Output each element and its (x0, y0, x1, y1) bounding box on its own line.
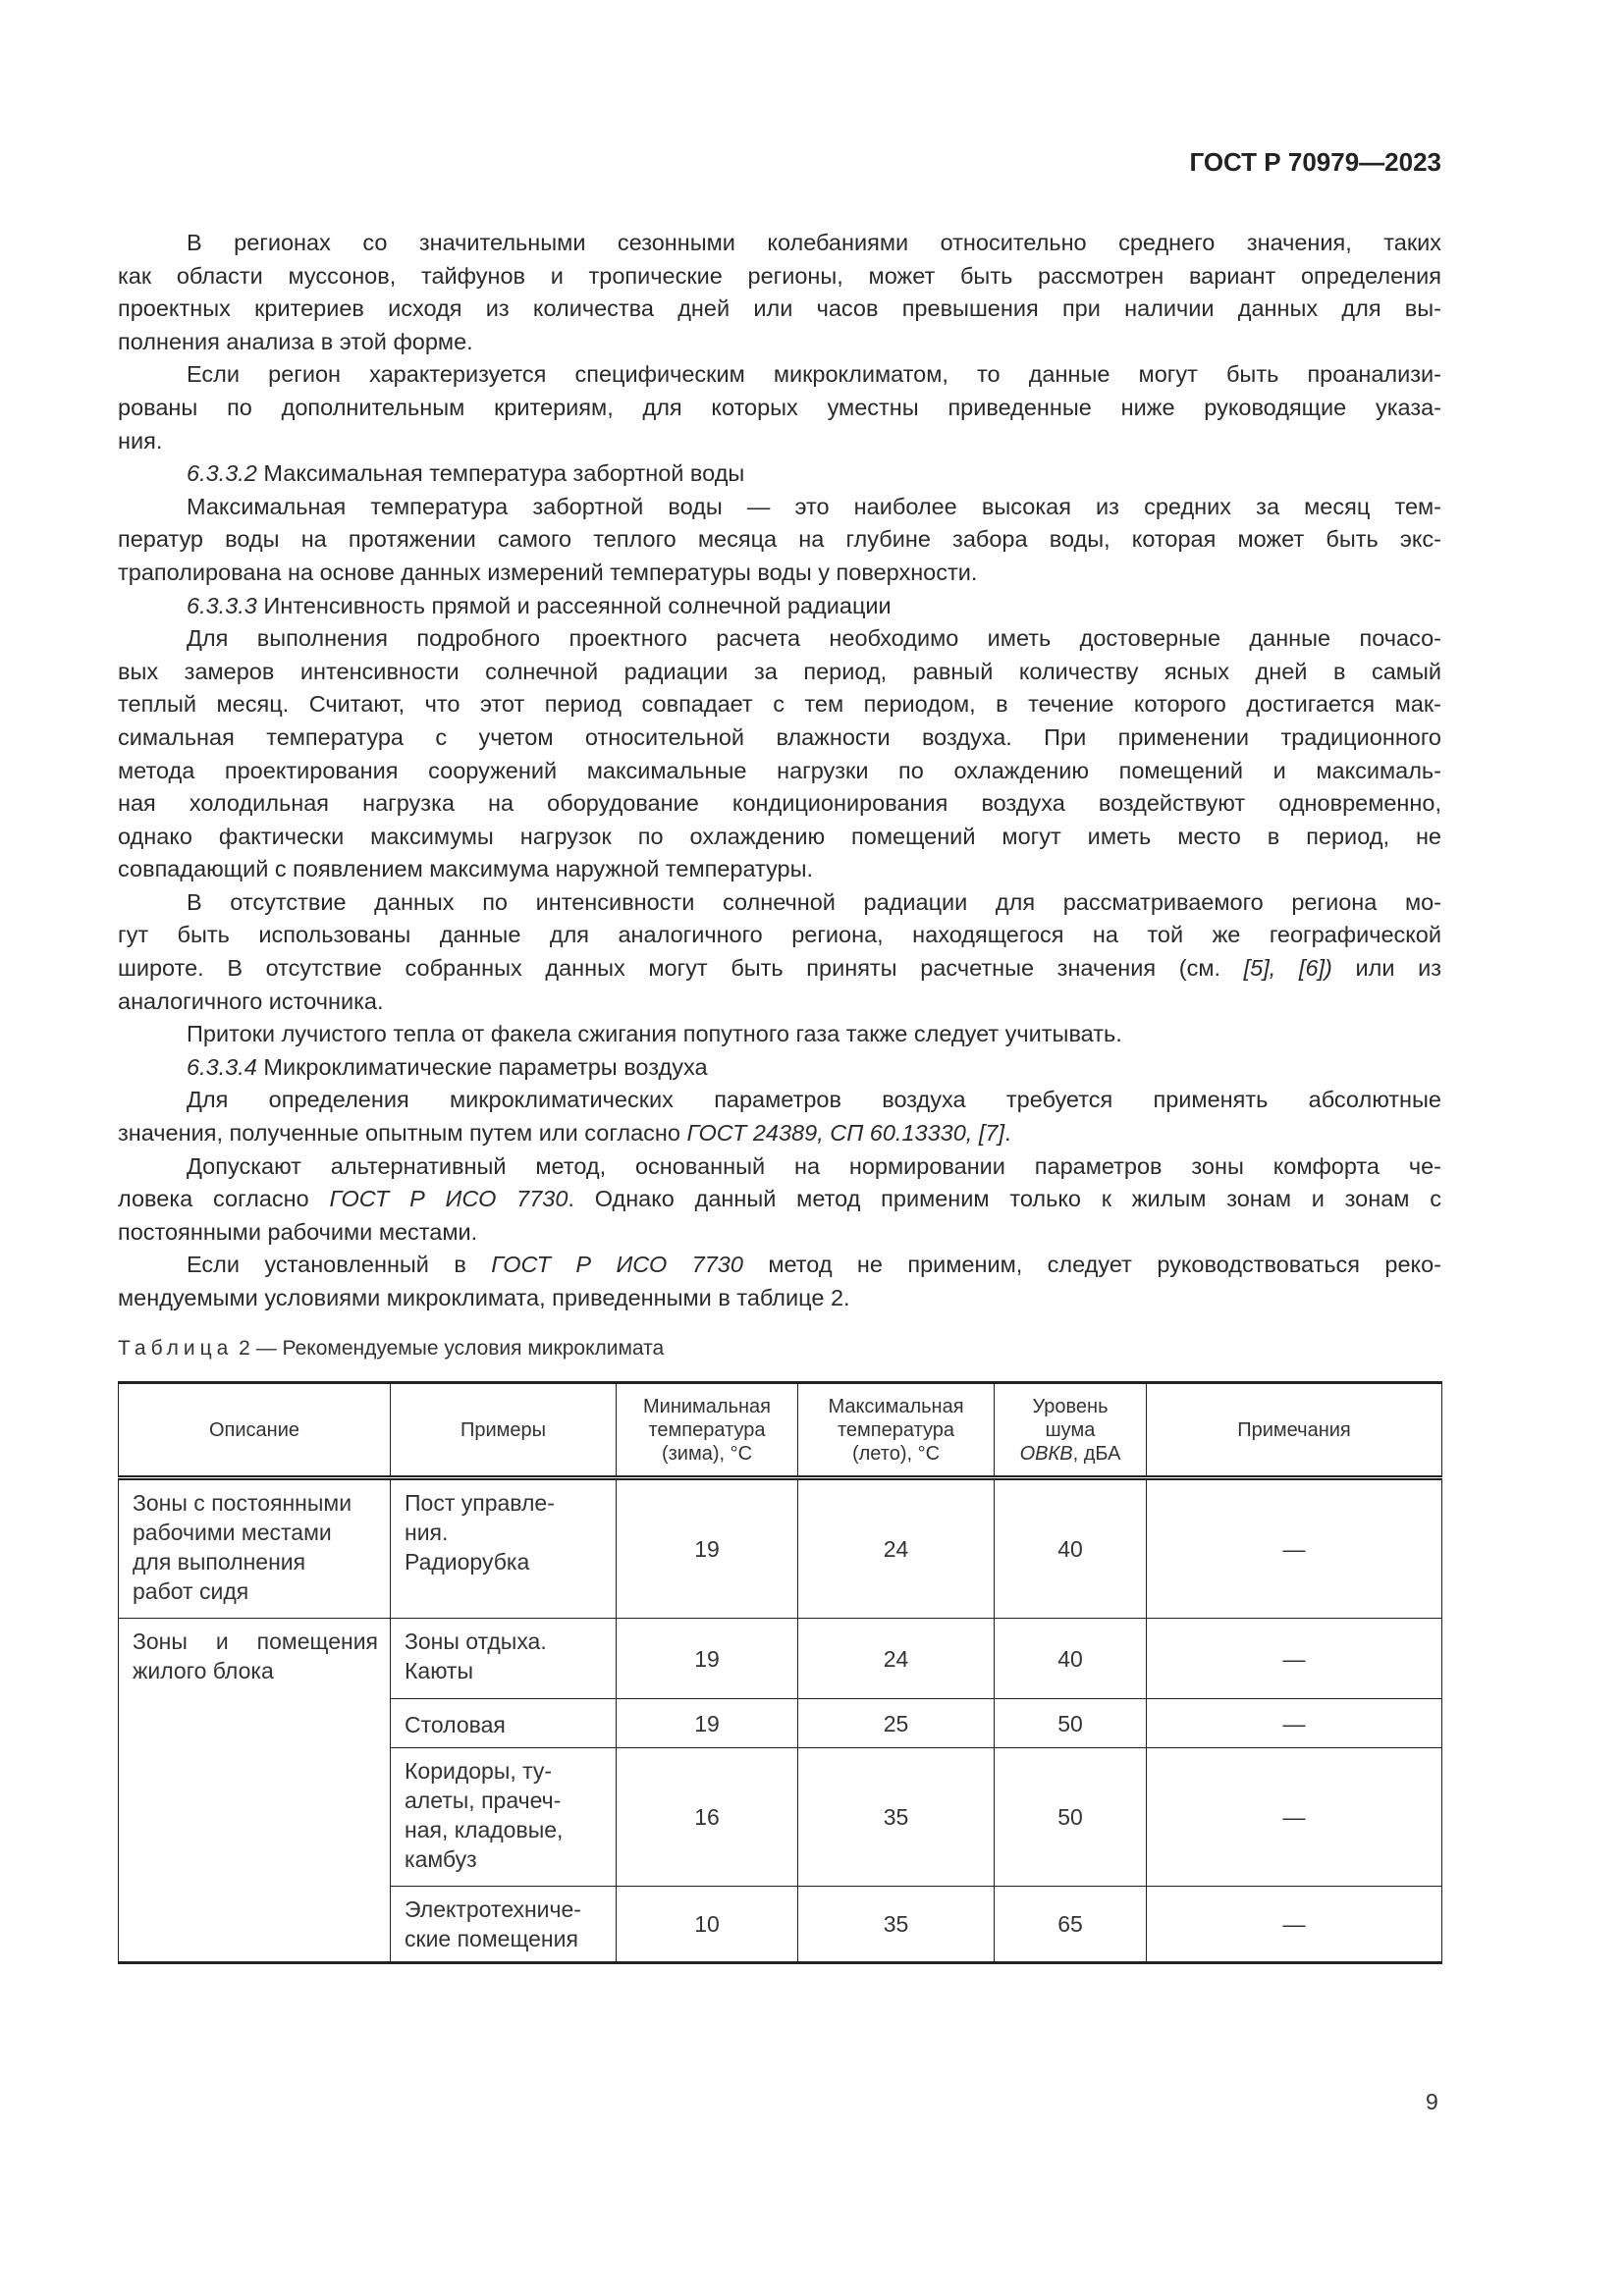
text-line (118, 919, 1441, 952)
text-segment: проектных критериев исходя из количества дней или часов превышения при наличии данных для вы- (118, 295, 1441, 322)
page-number: 9 (1426, 2089, 1438, 2114)
text-line (118, 1183, 1441, 1216)
text-segment: мендуемыми условиями микроклимата, приведенными в таблице 2. (118, 1285, 850, 1310)
header-max-temp: Максимальная температура (лето), °С (798, 1383, 995, 1478)
text-line (118, 1150, 1441, 1184)
text-segment: однако фактически максимумы нагрузок по охлаждению помещений могут иметь место в период, не (118, 823, 1441, 849)
text-segment: симальная температура с учетом относительной влажности воздуха. При применении традиционного (118, 723, 1441, 750)
table-row (119, 1478, 1442, 1619)
header-description: Описание (119, 1383, 391, 1478)
text-segment: Для определения микроклиматических параметров воздуха требуется применять абсолютные (187, 1087, 1441, 1113)
text-segment: полнения анализа в этой форме. (118, 328, 473, 354)
cell-note: — (1147, 1887, 1442, 1963)
reference-text: 6.3.3.3 (187, 592, 257, 618)
header-examples: Примеры (391, 1383, 617, 1478)
text-line (118, 260, 1441, 294)
text-segment: метода проектирования сооружений максимальные нагрузки по охлаждению помещений и максималь- (118, 757, 1441, 783)
cell-examples: Столовая (391, 1699, 617, 1748)
reference-text: ГОСТ Р ИСО 7730 (329, 1186, 568, 1212)
text-segment: как области муссонов, тайфунов и тропические регионы, может быть рассмотрен вариант определения (118, 262, 1441, 289)
header-noise: Уровень шума ОВКВ, дБА (995, 1383, 1147, 1478)
text-segment: значения, полученные опытным путем или согласно (118, 1120, 687, 1147)
text-segment: метод не применим, следует руководствоваться реко- (742, 1252, 1442, 1278)
text-segment: аналогичного источника. (118, 988, 384, 1014)
reference-text: ГОСТ 24389, СП 60.13330, [7] (686, 1120, 1004, 1147)
cell-min: 16 (617, 1748, 798, 1887)
text-line (118, 787, 1441, 821)
text-line (118, 457, 1441, 491)
header-notes: Примечания (1147, 1383, 1442, 1478)
text-segment: или из (1331, 955, 1441, 982)
cell-note: — (1147, 1478, 1442, 1619)
text-line (118, 227, 1441, 260)
text-segment: Микроклиматические параметры воздуха (256, 1053, 708, 1080)
cell-examples: Зоны отдыха. Каюты (391, 1619, 617, 1699)
table-header-row (119, 1383, 1442, 1478)
text-segment: ная холодильная нагрузка на оборудование кондиционирования воздуха воздействуют одновременно, (118, 790, 1441, 817)
cell-noise: 40 (995, 1619, 1147, 1699)
reference-text: 6.3.3.4 (187, 1053, 257, 1080)
reference-text: [5], [6]) (1243, 955, 1332, 982)
cell-noise: 65 (995, 1887, 1147, 1963)
text-segment: ния. (118, 427, 163, 454)
text-line (118, 1084, 1441, 1117)
cell-description: Зоны с постоянными рабочими местами для выполнения работ сидя (119, 1478, 391, 1619)
text-line (118, 952, 1441, 986)
text-segment: . Однако данный метод применим только к жилым зонам и зонам с (568, 1186, 1441, 1212)
cell-max: 35 (798, 1748, 995, 1887)
text-line (118, 622, 1441, 656)
text-line (118, 523, 1441, 557)
cell-noise: 50 (995, 1699, 1147, 1748)
text-segment: Интенсивность прямой и рассеянной солнечной радиации (256, 592, 892, 618)
text-line (118, 688, 1441, 721)
text-segment: Если установленный в (187, 1252, 492, 1278)
table-caption-label: Таблица (118, 1337, 234, 1360)
text-line (118, 425, 1441, 458)
text-line (118, 656, 1441, 689)
cell-min: 19 (617, 1619, 798, 1699)
cell-note: — (1147, 1748, 1442, 1887)
cell-min: 19 (617, 1478, 798, 1619)
cell-max: 24 (798, 1478, 995, 1619)
text-line (118, 293, 1441, 326)
text-line (118, 1051, 1441, 1085)
text-segment: Максимальная температура забортной воды (256, 460, 745, 487)
text-line (118, 491, 1441, 524)
document-id-header: ГОСТ Р 70979—2023 (1189, 147, 1441, 177)
text-line (118, 986, 1441, 1019)
cell-noise: 50 (995, 1748, 1147, 1887)
header-min-temp: Минимальная температура (зима), °С (617, 1383, 798, 1478)
text-segment: траполирована на основе данных измерений температуры воды у поверхности. (118, 559, 978, 585)
text-line (118, 590, 1441, 623)
text-segment: вых замеров интенсивности солнечной радиации за период, равный количеству ясных дней в самый (118, 658, 1441, 684)
reference-text: 6.3.3.2 (187, 460, 257, 487)
text-segment: рованы по дополнительным критериям, для которых уместны приведенные ниже руководящие указа- (118, 394, 1441, 420)
text-segment: широте. В отсутствие собранных данных могут быть приняты расчетные значения (см. (118, 955, 1244, 982)
body-text (118, 227, 1441, 1315)
cell-note: — (1147, 1619, 1442, 1699)
text-line (118, 755, 1441, 788)
text-segment: Если регион характеризуется специфическим микроклиматом, то данные могут быть проанализи- (187, 361, 1441, 388)
text-segment: Максимальная температура забортной воды — это наиболее высокая из средних за месяц тем- (187, 493, 1441, 519)
cell-max: 24 (798, 1619, 995, 1699)
text-line (118, 886, 1441, 920)
text-segment: . (1003, 1120, 1011, 1147)
cell-examples: Электротехниче- ские помещения (391, 1887, 617, 1963)
table-caption-title: 2 — Рекомендуемые условия микроклимата (233, 1337, 665, 1360)
text-line (118, 821, 1441, 854)
text-line (118, 557, 1441, 590)
text-line (118, 392, 1441, 425)
text-line (118, 1018, 1441, 1051)
table-caption (118, 1337, 664, 1361)
text-segment: В регионах со значительными сезонными колебаниями относительно среднего значения, таких (187, 230, 1441, 255)
text-segment: гут быть использованы данные для аналогичного региона, находящегося на той же географической (118, 922, 1441, 948)
text-line (118, 326, 1441, 359)
text-line (118, 721, 1441, 755)
text-segment: теплый месяц. Считают, что этот период совпадает с тем периодом, в течение которого достигается мак- (118, 691, 1441, 718)
text-segment: В отсутствие данных по интенсивности солнечной радиации для рассматриваемого региона мо- (187, 888, 1441, 915)
text-line (118, 1117, 1441, 1150)
text-segment: ловека согласно (118, 1186, 330, 1212)
text-segment: постоянными рабочими местами. (118, 1218, 478, 1245)
microclimate-table (118, 1381, 1442, 1964)
cell-note: — (1147, 1699, 1442, 1748)
cell-min: 10 (617, 1887, 798, 1963)
text-line (118, 1282, 1441, 1315)
text-segment: Притоки лучистого тепла от факела сжигания попутного газа также следует учитывать. (187, 1021, 1122, 1047)
text-line (118, 1249, 1441, 1282)
text-segment: Для выполнения подробного проектного расчета необходимо иметь достоверные данные почасо- (187, 625, 1441, 652)
cell-min: 19 (617, 1699, 798, 1748)
cell-max: 35 (798, 1887, 995, 1963)
cell-noise: 40 (995, 1478, 1147, 1619)
reference-text: ГОСТ Р ИСО 7730 (491, 1252, 743, 1278)
text-line (118, 853, 1441, 886)
cell-examples: Пост управле- ния. Радиорубка (391, 1478, 617, 1619)
table-row (119, 1619, 1442, 1699)
text-line (118, 1216, 1441, 1250)
cell-description: Зоны и помещения жилого блока (119, 1619, 391, 1963)
text-line (118, 358, 1441, 392)
text-segment: Допускают альтернативный метод, основанный на нормировании параметров зоны комфорта че- (187, 1152, 1441, 1179)
cell-max: 25 (798, 1699, 995, 1748)
text-segment: совпадающий с появлением максимума наружной температуры. (118, 856, 814, 882)
text-segment: ператур воды на протяжении самого теплого месяца на глубине забора воды, которая может быть экс- (118, 526, 1441, 553)
cell-examples: Коридоры, ту- алеты, прачеч- ная, кладовые, камбуз (391, 1748, 617, 1887)
